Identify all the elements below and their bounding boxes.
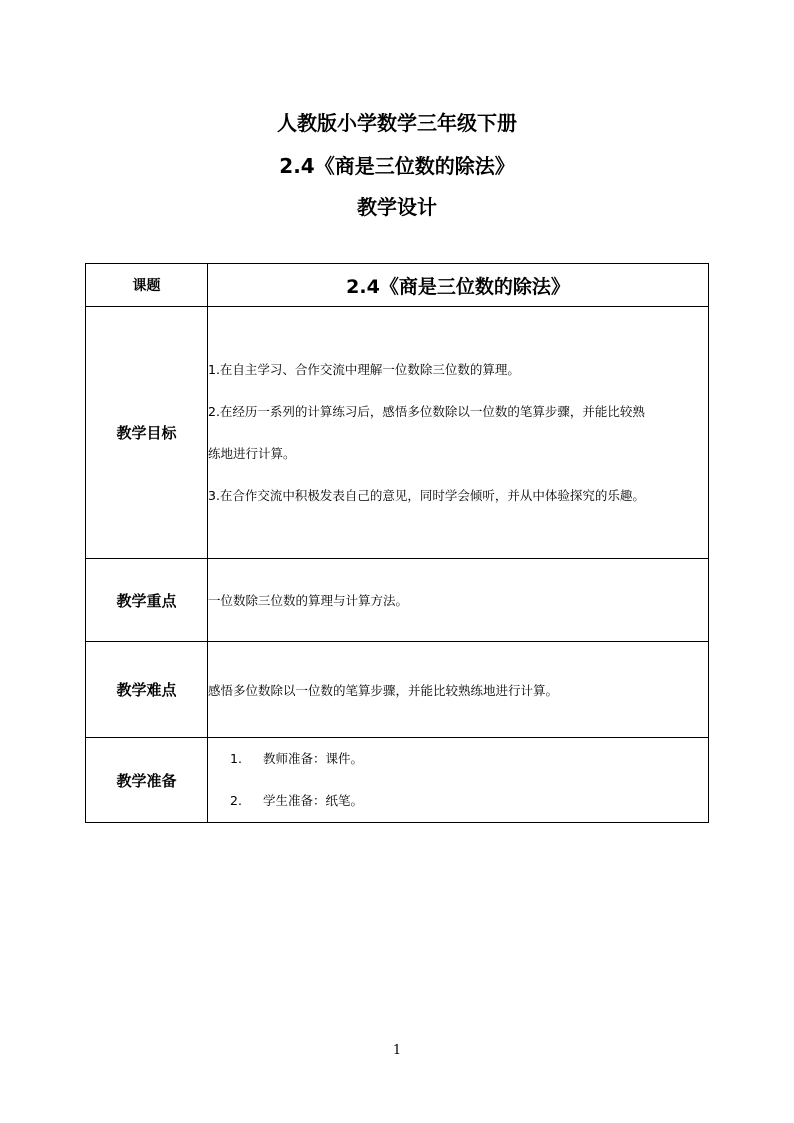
preparation-content xyxy=(208,738,709,823)
goals-label: 教学目标 xyxy=(86,307,208,559)
goals-row xyxy=(86,307,709,559)
preparation-label: 教学准备 xyxy=(86,738,208,823)
goal-line: 2.在经历一系列的计算练习后，感悟多位数除以一位数的笔算步骤，并能比较熟 xyxy=(208,403,645,419)
document-title: 人教版小学数学三年级下册 xyxy=(277,111,517,135)
topic-row xyxy=(86,264,709,307)
goal-line: 1.在自主学习、合作交流中理解一位数除三位数的算理。 xyxy=(208,361,520,377)
preparation-row xyxy=(86,738,709,823)
preparation-item xyxy=(208,780,708,822)
preparation-item-number: 2. xyxy=(230,793,242,808)
goals-content xyxy=(208,307,709,559)
preparation-item-number: 1. xyxy=(230,751,242,766)
difficulty-row xyxy=(86,642,709,738)
document-subtitle: 教学设计 xyxy=(357,195,437,219)
topic-value: 2.4《商是三位数的除法》 xyxy=(208,264,709,307)
preparation-item-text: 教师准备：课件。 xyxy=(263,751,364,766)
difficulty-value: 感悟多位数除以一位数的笔算步骤，并能比较熟练地进行计算。 xyxy=(208,642,709,738)
topic-label: 课题 xyxy=(86,264,208,307)
lesson-plan-table xyxy=(85,263,709,823)
goal-line: 3.在合作交流中积极发表自己的意见，同时学会倾听，并从中体验探究的乐趣。 xyxy=(208,487,645,503)
key-point-row xyxy=(86,559,709,642)
preparation-item-text: 学生准备：纸笔。 xyxy=(263,793,364,808)
preparation-item xyxy=(208,738,708,780)
page-number: 1 xyxy=(392,1043,402,1058)
goal-line: 练地进行计算。 xyxy=(208,445,296,461)
key-point-value: 一位数除三位数的算理与计算方法。 xyxy=(208,559,709,642)
difficulty-label: 教学难点 xyxy=(86,642,208,738)
lesson-title: 2.4《商是三位数的除法》 xyxy=(279,154,515,178)
key-point-label: 教学重点 xyxy=(86,559,208,642)
